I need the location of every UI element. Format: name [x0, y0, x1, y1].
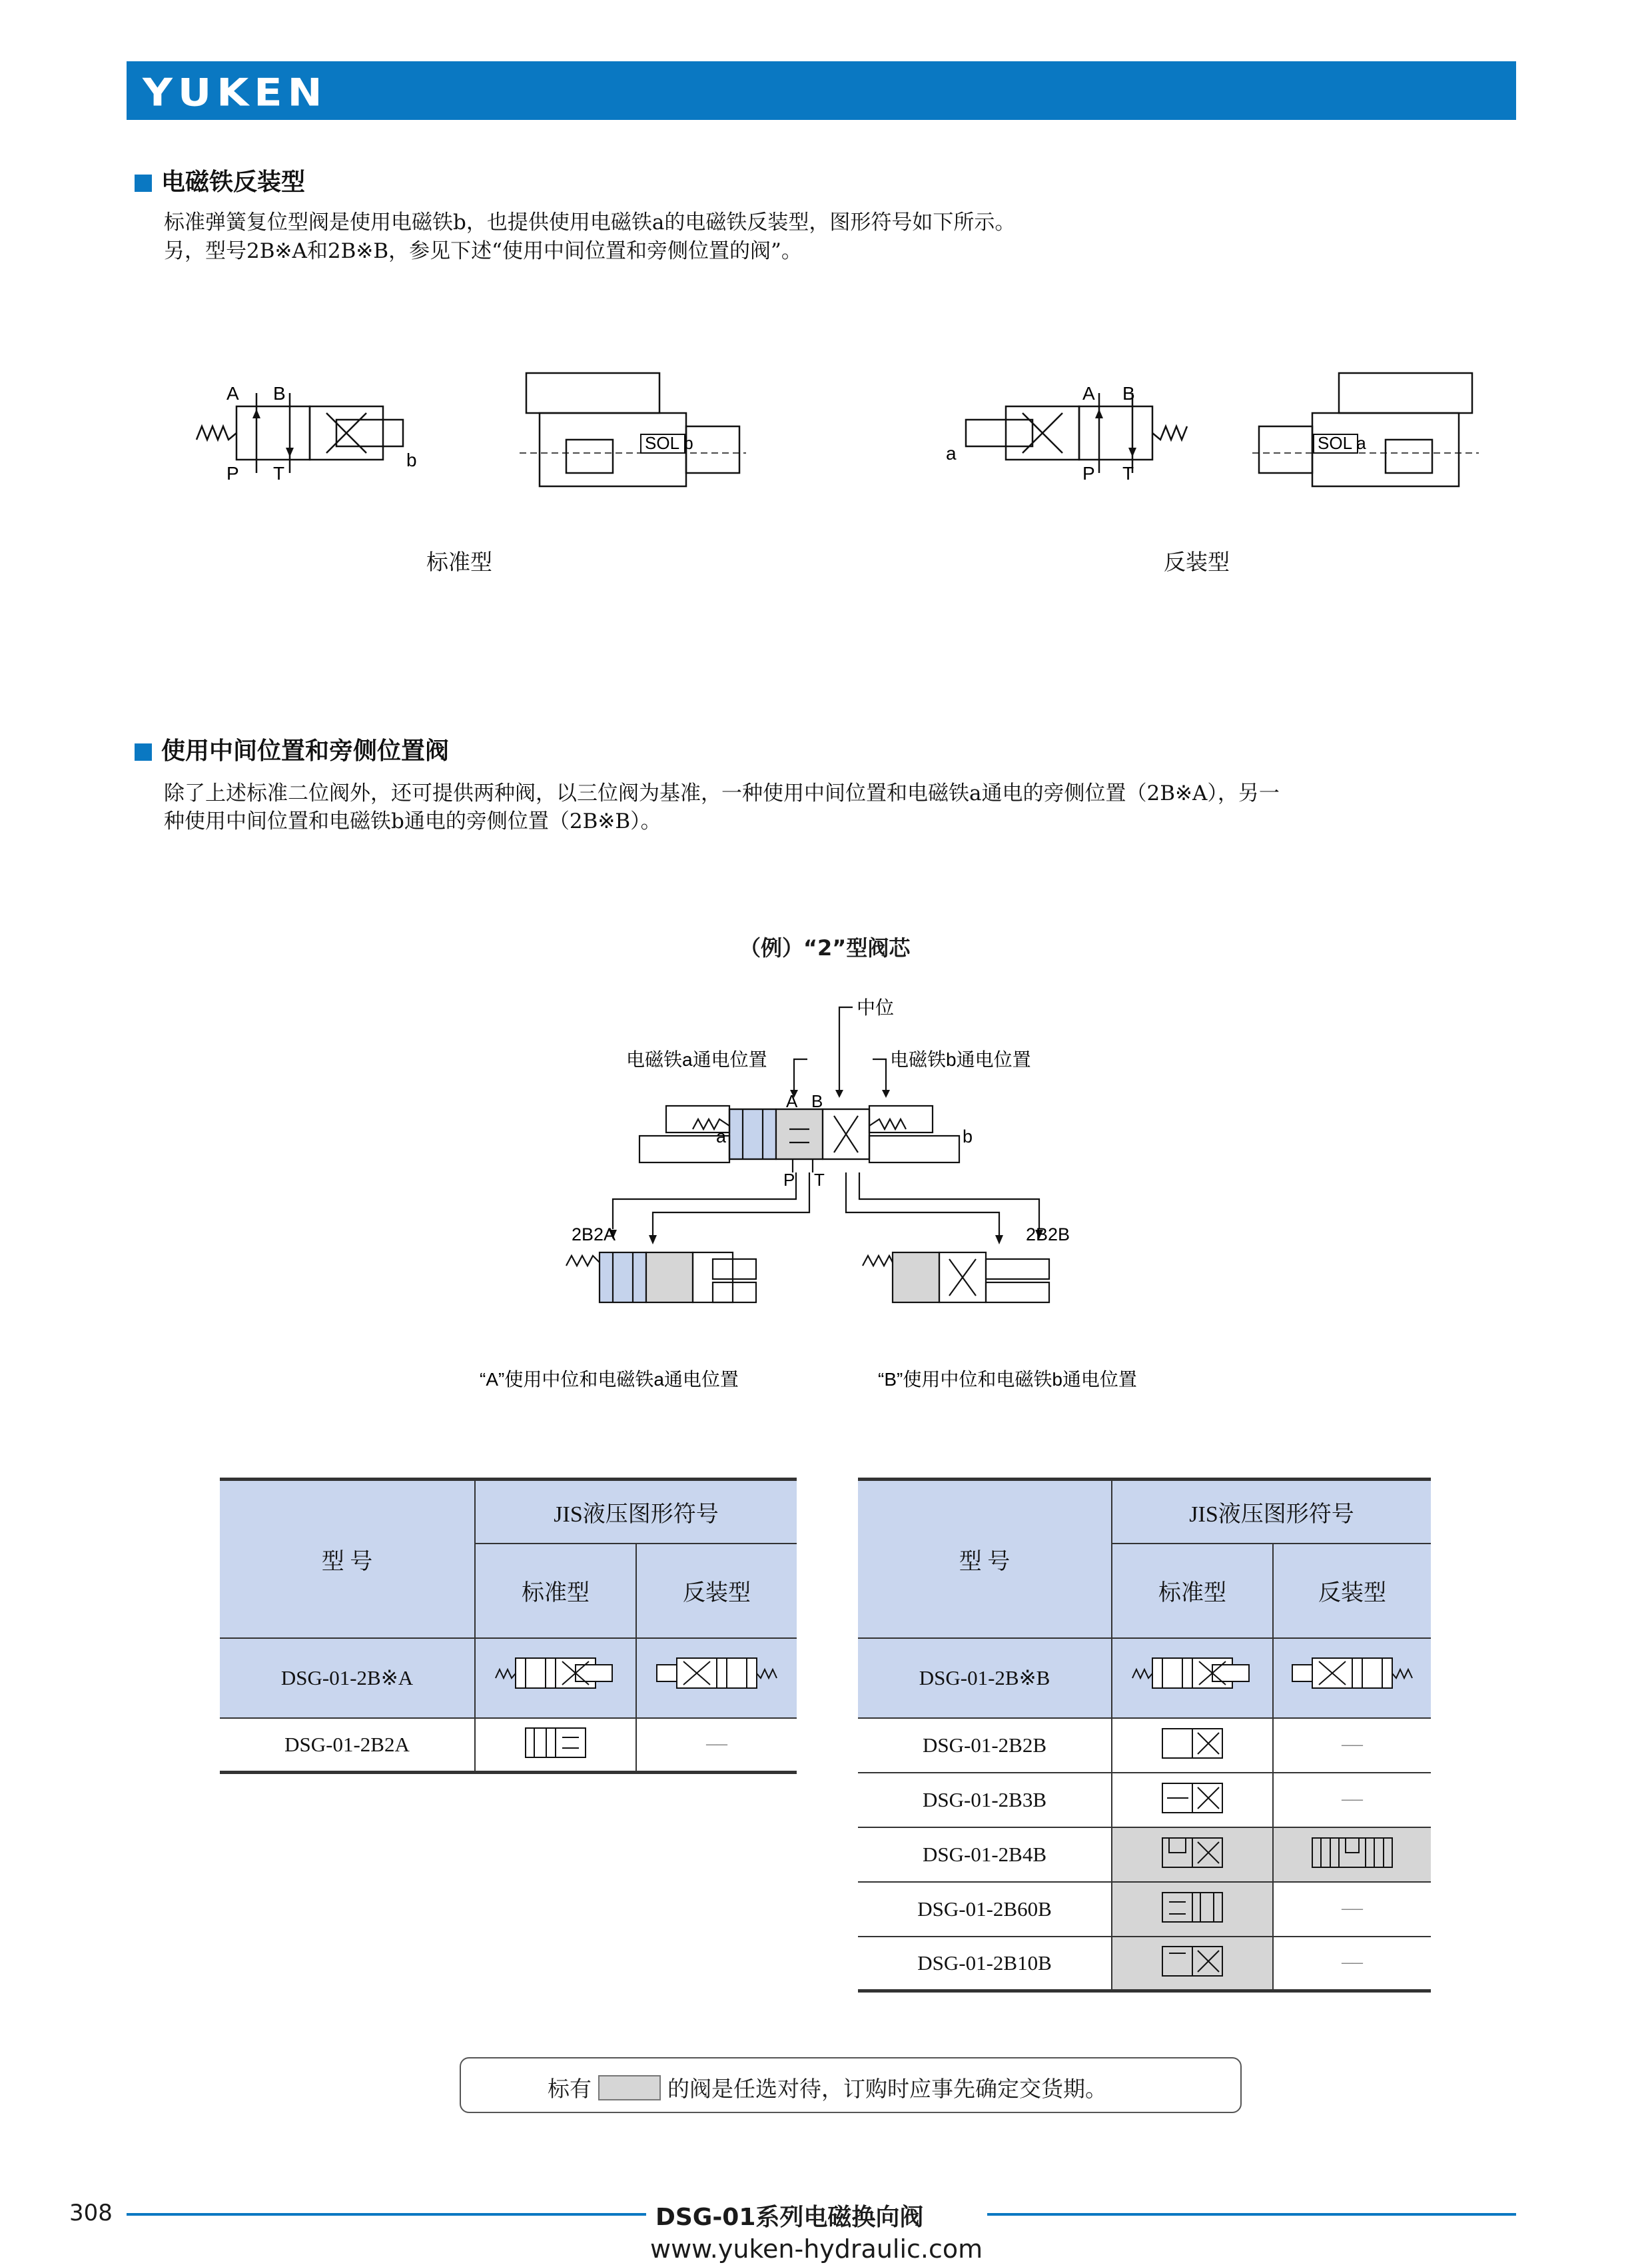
- header-bar: [127, 61, 1516, 120]
- table-right-row-standard-symbol: [1112, 1773, 1273, 1827]
- rev-port-t-label: T: [1122, 463, 1134, 484]
- rev-port-p-label: P: [1082, 463, 1095, 484]
- caption-reverse: 反装型: [1164, 549, 1230, 575]
- section2-title: 使用中间位置和旁侧位置阀: [161, 737, 450, 765]
- table-left: [220, 1478, 797, 1774]
- table-right-row-standard-symbol: [1112, 1827, 1273, 1882]
- spool-port-p: P: [783, 1170, 795, 1190]
- table-right-row-reverse: ——: [1273, 1773, 1431, 1827]
- table-right-row-standard-symbol: [1112, 1718, 1273, 1773]
- optional-swatch: [598, 2075, 661, 2100]
- sol-a-label: SOL a: [1318, 433, 1366, 453]
- row-main-reverse-symbol: [1273, 1638, 1431, 1718]
- table-right-row-model: DSG-01-2B3B: [858, 1773, 1112, 1827]
- sol-b-label: SOL b: [645, 433, 693, 453]
- sol-a-pos-label: 电磁铁a通电位置: [626, 1049, 767, 1070]
- symbol-icon: [1159, 1887, 1226, 1927]
- col-jis: JIS液压图形符号: [1112, 1480, 1431, 1544]
- table-left-row-model: DSG-01-2B2A: [220, 1718, 475, 1773]
- symbol-icon: [1159, 1833, 1226, 1873]
- section1-line1: 标准弹簧复位型阀是使用电磁铁b，也提供使用电磁铁a的电磁铁反装型，图形符号如下所示。: [164, 211, 1016, 234]
- reverse-type-symbol: [939, 380, 1192, 486]
- section1-title: 电磁铁反装型: [161, 169, 306, 196]
- symbol-icon: [482, 1641, 629, 1708]
- col-jis: JIS液压图形符号: [475, 1480, 797, 1544]
- row-main-model: DSG-01-2B※A: [220, 1638, 475, 1718]
- port-a-label: A: [226, 383, 239, 404]
- symbol-icon: [522, 1723, 589, 1763]
- table-right-row-model: DSG-01-2B60B: [858, 1882, 1112, 1937]
- spool-sol-b: b: [963, 1127, 973, 1146]
- table-right-row-model: DSG-01-2B4B: [858, 1827, 1112, 1882]
- col-model: 型 号: [858, 1480, 1112, 1638]
- rev-port-a-label: A: [1082, 383, 1095, 404]
- note-prefix: 标有: [548, 2076, 592, 2102]
- example-title: （例）“2”型阀芯: [739, 935, 911, 961]
- spool-sol-a: a: [716, 1127, 727, 1146]
- rev-port-b-label: B: [1122, 383, 1135, 404]
- symbol-icon: [643, 1641, 790, 1708]
- table-right-row-standard-symbol: [1112, 1937, 1273, 1991]
- table-left-row-standard-symbol: [475, 1718, 636, 1773]
- caption-2b2a: “A”使用中位和电磁铁a通电位置: [480, 1369, 739, 1390]
- table-right: [858, 1478, 1431, 1993]
- footer-rule-right: [987, 2213, 1516, 2216]
- caption-standard: 标准型: [426, 549, 492, 575]
- col-reverse: 反装型: [1273, 1544, 1431, 1638]
- symbol-icon: [1309, 1833, 1396, 1873]
- symbol-icon: [1159, 1723, 1226, 1763]
- spool-port-b: B: [811, 1091, 823, 1111]
- col-model: 型 号: [220, 1480, 475, 1638]
- port-b-label: B: [273, 383, 286, 404]
- section1-line2: 另，型号2B※A和2B※B，参见下述“使用中间位置和旁侧位置的阀”。: [164, 239, 802, 263]
- standard-valve-drawing: [513, 360, 753, 506]
- table-right-row-reverse: ——: [1273, 1937, 1431, 1991]
- reverse-valve-drawing: [1246, 360, 1485, 506]
- example-spool-diagram: [480, 993, 1137, 1390]
- sol-a-letter: a: [946, 443, 957, 464]
- port-p-label: P: [226, 463, 239, 484]
- website[interactable]: www.yuken-hydraulic.com: [650, 2234, 983, 2264]
- section2-line2: 种使用中间位置和电磁铁b通电的旁侧位置（2B※B）。: [164, 809, 661, 833]
- code-2b2a: 2B2A: [572, 1224, 616, 1244]
- caption-2b2b: “B”使用中位和电磁铁b通电位置: [878, 1369, 1137, 1390]
- standard-type-symbol: [190, 380, 443, 486]
- table-right-row-reverse: ——: [1273, 1718, 1431, 1773]
- col-reverse: 反装型: [636, 1544, 797, 1638]
- row-main-reverse-symbol: [636, 1638, 797, 1718]
- table-right-row-standard-symbol: [1112, 1882, 1273, 1937]
- table-left-row-reverse: ——: [636, 1718, 797, 1773]
- yuken-logo: YUKEN: [143, 69, 328, 115]
- center-label: 中位: [857, 997, 895, 1018]
- row-main-standard-symbol: [475, 1638, 636, 1718]
- table-right-row-reverse: ——: [1273, 1882, 1431, 1937]
- row-main-standard-symbol: [1112, 1638, 1273, 1718]
- col-standard: 标准型: [1112, 1544, 1273, 1638]
- section2-line1: 除了上述标准二位阀外，还可提供两种阀，以三位阀为基准，一种使用中间位置和电磁铁a通电的旁侧位置（2B※A），另一: [164, 781, 1280, 805]
- series-title: DSG-01系列电磁换向阀: [655, 2204, 924, 2231]
- sol-b-pos-label: 电磁铁b通电位置: [890, 1049, 1031, 1070]
- note-suffix: 的阀是任选对待，订购时应事先确定交货期。: [667, 2076, 1107, 2102]
- spool-port-a: A: [786, 1091, 798, 1111]
- symbol-icon: [1159, 1941, 1226, 1981]
- table-right-row-model: DSG-01-2B10B: [858, 1937, 1112, 1991]
- section-marker-icon: [135, 743, 152, 761]
- row-main-model: DSG-01-2B※B: [858, 1638, 1112, 1718]
- note-box: [460, 2057, 1242, 2113]
- page-number: 308: [69, 2200, 113, 2226]
- symbol-icon: [1279, 1641, 1426, 1708]
- section-marker-icon: [135, 175, 152, 192]
- col-standard: 标准型: [475, 1544, 636, 1638]
- footer-rule-left: [127, 2213, 646, 2216]
- sol-b-letter: b: [406, 450, 417, 470]
- symbol-icon: [1159, 1778, 1226, 1818]
- spool-port-t: T: [814, 1170, 825, 1190]
- table-right-row-model: DSG-01-2B2B: [858, 1718, 1112, 1773]
- code-2b2b: 2B2B: [1026, 1224, 1070, 1244]
- symbol-icon: [1119, 1641, 1266, 1708]
- port-t-label: T: [273, 463, 285, 484]
- table-right-row-reverse-symbol: [1273, 1827, 1431, 1882]
